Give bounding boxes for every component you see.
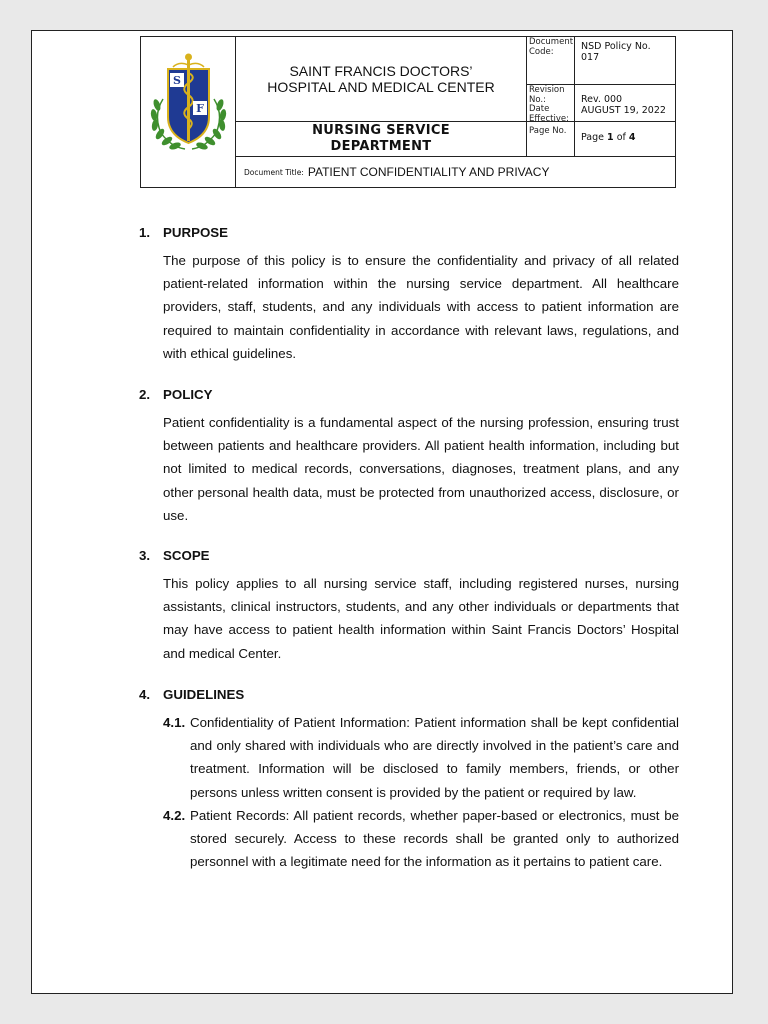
section-title: GUIDELINES	[163, 687, 245, 702]
hospital-seal-icon	[141, 37, 236, 187]
guideline-item	[163, 711, 679, 804]
department-name-line1: NURSING SERVICE	[312, 123, 450, 138]
section-heading	[139, 387, 679, 411]
document-code-value: NSD Policy No. 017	[574, 37, 675, 85]
date-effective-label: Date Effective:	[529, 104, 569, 122]
section-purpose	[139, 225, 679, 365]
document-title-value: PATIENT CONFIDENTIALITY AND PRIVACY	[307, 165, 550, 179]
department-name-line2: DEPARTMENT	[330, 139, 432, 154]
section-number: 4.	[139, 687, 151, 702]
document-title-row	[236, 156, 675, 187]
hospital-name-line2: HOSPITAL AND MEDICAL CENTER	[267, 79, 495, 95]
section-guidelines	[139, 687, 679, 873]
section-title: PURPOSE	[163, 225, 229, 240]
revision-date-labels	[526, 85, 574, 122]
guideline-number: 4.2.	[163, 807, 186, 823]
guideline-number: 4.1.	[163, 715, 186, 730]
department-name	[236, 122, 526, 156]
section-heading	[139, 548, 679, 572]
section-heading	[139, 687, 679, 711]
page-of: of	[616, 132, 626, 143]
page-current: 1	[607, 132, 614, 143]
section-text: This policy applies to all nursing service staff, including registered nurses, nursing assistants, clinical instructors, students, and any other individuals or departments that may have access to patient health information within Saint Francis Doctors’ Hospital and medical Center.	[163, 576, 679, 661]
hospital-name	[236, 37, 526, 122]
page-number-label: Page No.	[526, 122, 574, 156]
svg-text:F: F	[196, 102, 204, 115]
document-title-label: Document Title:	[244, 167, 304, 177]
section-number: 3.	[139, 548, 151, 563]
hospital-name-line1: SAINT FRANCIS DOCTORS’	[289, 63, 473, 79]
document-page	[31, 30, 733, 994]
section-number: 1.	[139, 225, 151, 240]
section-text: The purpose of this policy is to ensure the confidentiality and privacy of all related patient-related information within the nursing service department. All healthcare providers, staff, students, and any individuals with access to patient information are required to maintain confidentiality in accordance with relevant laws, regulations, and with ethical guidelines.	[163, 253, 679, 361]
section-heading	[139, 225, 679, 249]
section-title: POLICY	[163, 387, 213, 402]
page-number-value	[574, 122, 675, 156]
guideline-item	[163, 804, 679, 874]
section-text: Patient confidentiality is a fundamental aspect of the nursing profession, ensuring trust between patients and healthcare providers. All patient health information, including but not limited to medical records, conversations, diagnoses, treatment plans, and any other personal health data, must be protected from unauthorized access, disclosure, or use.	[163, 415, 679, 523]
date-effective-value: AUGUST 19, 2022	[581, 105, 666, 116]
guideline-text: Confidentiality of Patient Information: Patient information shall be kept confidential and only shared with individuals who are directly involved in the patient’s care and treatment. Information will be disclosed to family members, friends, or other persons unless written consent is provided by the patient or required by law.	[190, 715, 679, 800]
hospital-logo	[141, 37, 236, 187]
revision-date-values	[574, 85, 675, 122]
revision-value: Rev. 000	[581, 94, 623, 105]
section-title: SCOPE	[163, 548, 210, 563]
document-code-label: Document Code:	[526, 37, 574, 85]
svg-text:S: S	[173, 74, 181, 87]
document-header-table	[140, 36, 676, 188]
section-scope	[139, 548, 679, 665]
page-total: 4	[628, 132, 636, 143]
guideline-text: Patient Records: All patient records, whether paper-based or electronics, must be stored securely. Access to these records shall be granted only to authorized personnel with a legitimate need for the information as it pertains to patient care.	[190, 807, 679, 870]
revision-label: Revision No.:	[529, 85, 565, 105]
section-number: 2.	[139, 387, 151, 402]
section-policy	[139, 387, 679, 527]
page-word: Page	[581, 132, 604, 143]
